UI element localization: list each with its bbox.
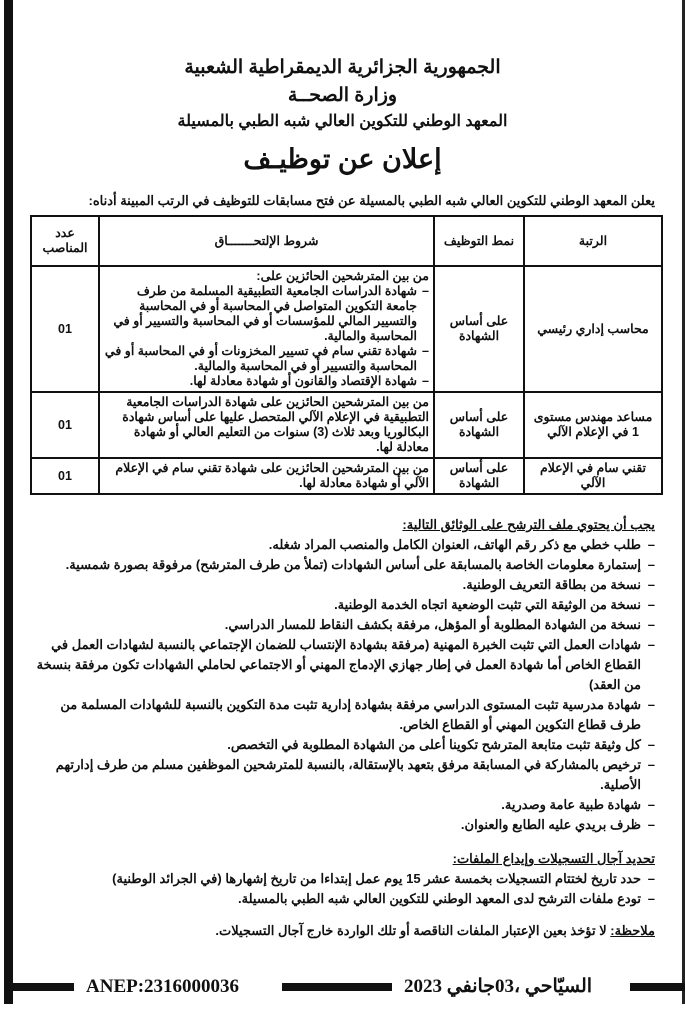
rank-cell: محاسب إداري رئيسي (524, 266, 662, 392)
condition-item: – شهادة الإقتصاد والقانون أو شهادة معادلة لها. (104, 374, 429, 389)
header-rank: الرتبة (524, 216, 662, 266)
count-cell: 01 (31, 266, 99, 392)
conditions-cell: من بين المترشحين الحائزين على شهادة الدراسات الجامعية التطبيقية في الإعلام الآلي المتحصل عليها على أساس شهادة البكالوريا وبعد ثلاث (3) سنوات من التعليم العالي أو شهادة معادلة لها. (99, 392, 434, 458)
document-item: – ترخيص بالمشاركة في المسابقة مرفق بتعهد بالإستقالة، بالنسبة للمترشحين الموظفين مسلم من طرف إدارتهم الأصلية. (30, 755, 655, 795)
table-row (31, 458, 662, 494)
rank-cell: مساعد مهندس مستوى 1 في الإعلام الآلي (524, 392, 662, 458)
conditions-cell (99, 266, 434, 392)
document-item: – طلب خطي مع ذكر رقم الهاتف، العنوان الكامل والمنصب المراد شغله. (30, 535, 655, 555)
positions-table (30, 215, 663, 495)
anep-reference: ANEP:2316000036 (86, 976, 240, 997)
table-row (31, 392, 662, 458)
required-documents (30, 515, 655, 835)
conditions-cell: من بين المترشحين الحائزين على شهادة تقني سام في الإعلام الآلي أو شهادة معادلة لها. (99, 458, 434, 494)
deadline-item: – تودع ملفات الترشح لدى المعهد الوطني للتكوين العالي شبه الطبي بالمسيلة. (30, 889, 655, 909)
deadlines-heading: تحديد آجال التسجيلات وإيداع الملفات: (452, 851, 655, 866)
document-item: – شهادة مدرسية تثبت المستوى الدراسي مرفقة بشهادة إدارية تثبت مدة التكوين بالنسبة للشهادات المسلمة من طرف قطاع التكوين المهني أو القطاع الخاص. (30, 695, 655, 735)
mode-cell: على أساس الشهادة (434, 458, 524, 494)
spacer (0, 941, 685, 974)
count-cell: 01 (31, 458, 99, 494)
footer-rule (282, 983, 392, 991)
note-text: لا تؤخذ بعين الإعتبار الملفات الناقصة أو تلك الواردة خارج آجال التسجيلات. (215, 923, 611, 938)
intro-text: يعلن المعهد الوطني للتكوين العالي شبه الطبي بالمسيلة عن فتح مسابقات للتوظيف في الرتب المبينة أدناه: (88, 193, 655, 208)
document-item: – ظرف بريدي عليه الطابع والعنوان. (30, 815, 655, 835)
announcement-title: إعلان عن توظيـف (243, 144, 442, 174)
footer (0, 974, 685, 1004)
table-row (31, 266, 662, 392)
count-cell: 01 (31, 392, 99, 458)
document-item: – شهادات العمل التي تثبت الخبرة المهنية (مرفقة بشهادة الإنتساب للضمان الإجتماعي بالنسبة لشهادات العمل في القطاع الخاص أما شهادة العمل في إطار جهازي الإدماج المهني أو الاجتماعي لحاملي الشهادات تكون مرفقة بنسخة من العقد) (30, 635, 655, 695)
header-conditions: شروط الإلتحـــــــاق (99, 216, 434, 266)
condition-item: – شهادة الدراسات الجامعية التطبيقية المسلمة من طرف جامعة التكوين المتواصل في المحاسبة أو في المحاسبة والتسيير المالي للمؤسسات أو في المحاسبة والتسيير أو في المحاسبة والمالية. (104, 284, 429, 344)
document-item: – شهادة طبية عامة وصدرية. (30, 795, 655, 815)
condition-item: – شهادة تقني سام في تسيير المخزونات أو في المحاسبة أو في المحاسبة والتسيير أو في المحاسبة والمالية. (104, 344, 429, 374)
note-label: ملاحظة: (610, 923, 655, 938)
rank-cell: تقني سام في الإعلام الآلي (524, 458, 662, 494)
deadlines-section (30, 849, 655, 909)
table-header-row (31, 216, 662, 266)
document-item: – كل وثيقة تثبت متابعة المترشح تكوينا أعلى من الشهادة المطلوبة في التخصص. (30, 735, 655, 755)
footer-rule (4, 983, 74, 991)
note (30, 921, 655, 941)
ministry-heading: وزارة الصحــة (287, 85, 398, 106)
document-item: – نسخة من الشهادة المطلوبة أو المؤهل، مرفقة بكشف النقاط للمسار الدراسي. (30, 615, 655, 635)
document-item: – نسخة من الوثيقة التي تثبت الوضعية اتجاه الخدمة الوطنية. (30, 595, 655, 615)
document-item: – إستمارة معلومات الخاصة بالمسابقة على أساس الشهادات (تملأ من طرف المترشح) مرفوقة بصورة شمسية. (30, 555, 655, 575)
deadline-item: – حدد تاريخ لختتام التسجيلات بخمسة عشر 15 يوم عمل إبتداءا من تاريخ إشهارها (في الجرائد الوطنية) (30, 869, 655, 889)
publication-date: السيّاحي ،03جانفي 2023 (404, 976, 593, 997)
header-mode: نمط التوظيف (434, 216, 524, 266)
mode-cell: على أساس الشهادة (434, 392, 524, 458)
conditions-intro: من بين المترشحين الحائزين على: (256, 269, 429, 283)
documents-heading: يجب أن يحتوي ملف الترشح على الوثائق التالية: (402, 517, 655, 532)
header-count: عدد المناصب (31, 216, 99, 266)
institute-heading: المعهد الوطني للتكوين العالي شبه الطبي بالمسيلة (177, 113, 508, 130)
mode-cell: على أساس الشهادة (434, 266, 524, 392)
document-item: – نسخة من بطاقة التعريف الوطنية. (30, 575, 655, 595)
footer-rule (630, 983, 685, 991)
republic-heading: الجمهورية الجزائرية الديمقراطية الشعبية (184, 57, 501, 78)
